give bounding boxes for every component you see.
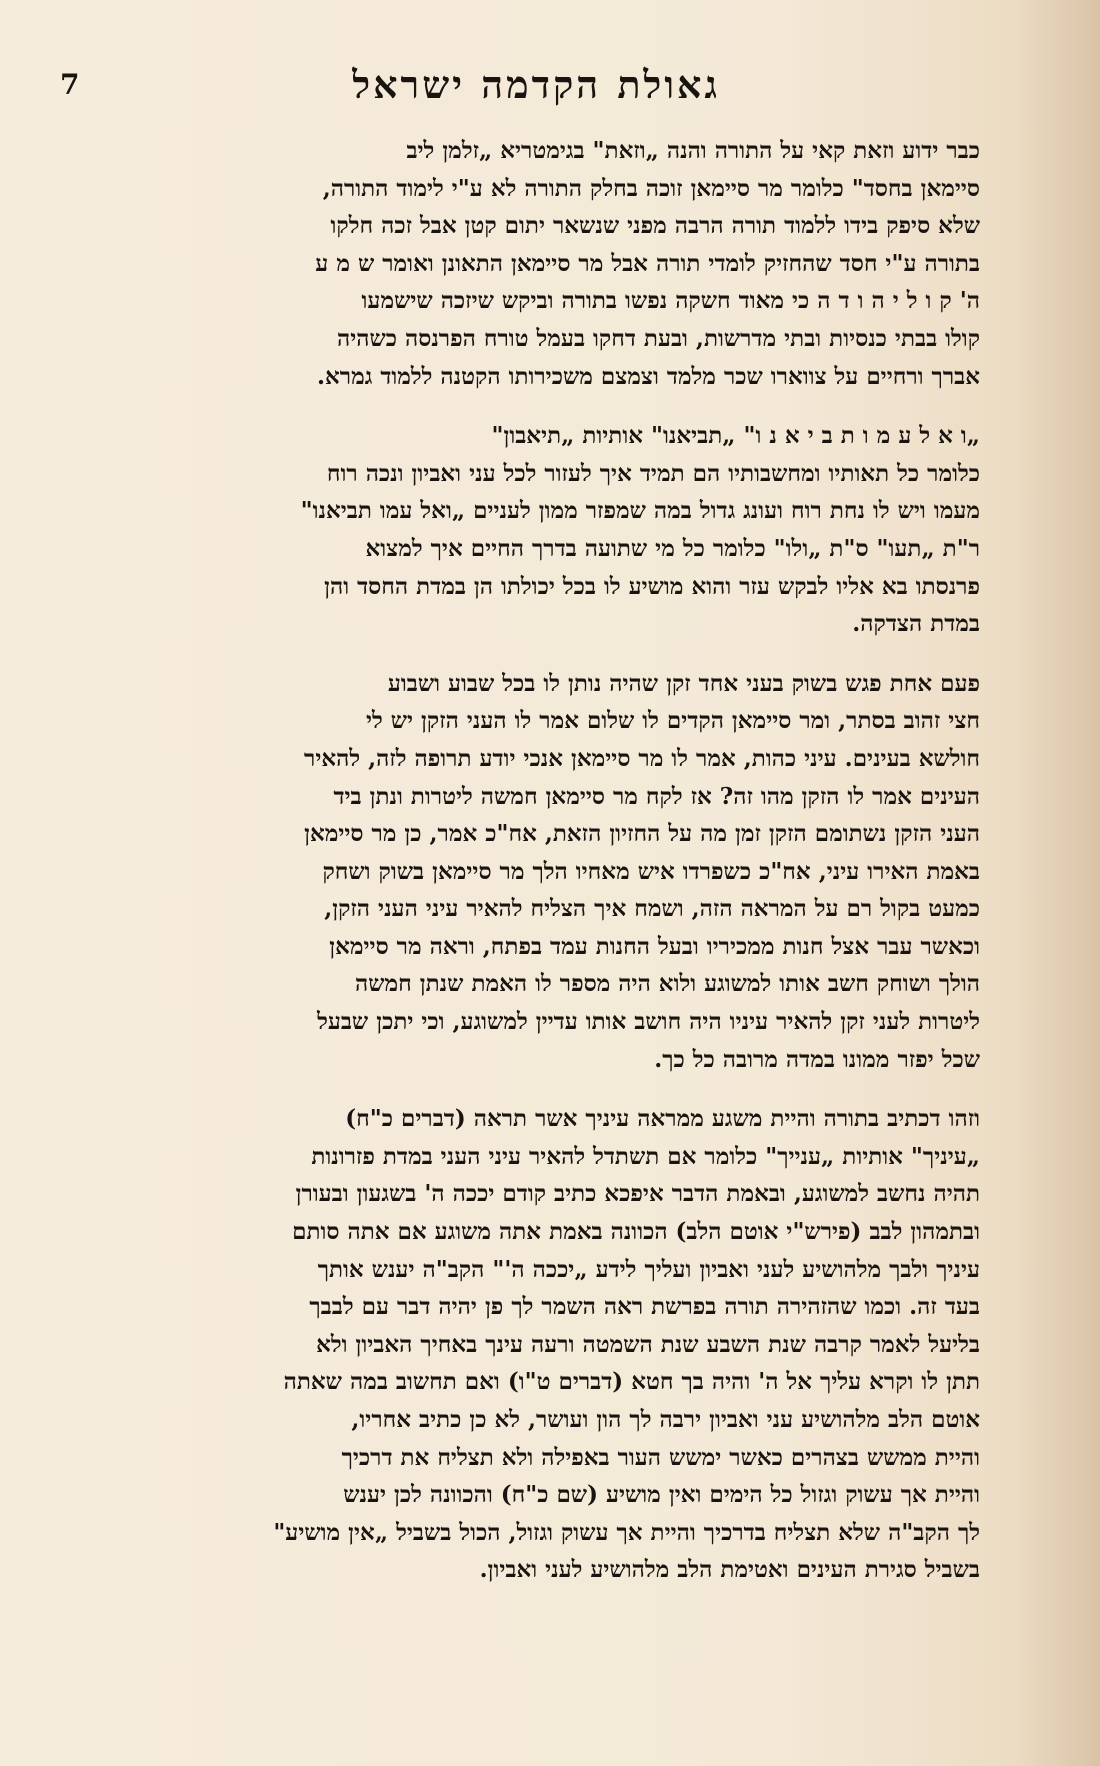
text-line: כמעט בקול רם על המראה הזה, ושמח איך הצליח להאיר עיני העני הזקן, [324, 895, 980, 923]
text-line: אברך ורחיים על צווארו שכר מלמד וצמצם משכירותו הקטנה ללמוד גמרא. [317, 362, 980, 390]
paragraph-1 [55, 132, 980, 395]
text-line: והיית ממשש בצהרים כאשר ימשש העור באפילה ולא תצליח את דרכיך [341, 1443, 980, 1471]
running-title: גאולת הקדמה ישראל [352, 62, 720, 107]
text-line: לך הקב"ה שלא תצליח בדרכיך והיית אך עשוק וגזול, הכול בשביל „אין מושיע" [273, 1518, 980, 1546]
text-line: בתורה ע"י חסד שהחזיק לומדי תורה אבל מר סיימאן התאונן ואומר ש מ ע [315, 249, 980, 277]
text-line: ה' ק ו ל י ה ו ד ה כי מאוד חשקה נפשו בתורה וביקש שיזכה שישמעו [361, 287, 980, 315]
text-line: שכל יפזר ממונו במדה מרובה כל כך. [654, 1045, 980, 1073]
text-line: פעם אחת פגש בשוק בעני אחד זקן שהיה נותן לו בכל שבוע ושבוע [387, 669, 980, 697]
text-line: קולו בבתי כנסיות ובתי מדרשות, ובעת דחקו בעמל טורח הפרנסה כשהיה [336, 324, 980, 352]
text-line: העינים אמר לו הזקן מהו זה? אז לקח מר סיימאן חמשה ליטרות ונתן ביד [333, 782, 980, 810]
body-text [55, 132, 980, 1611]
text-line: מעמו ויש לו נחת רוח ועונג גדול במה שמפזר ממון לעניים „ואל עמו תביאנו" [300, 497, 980, 525]
text-line: בשביל סגירת העינים ואטימת הלב מלהושיע לעני ואביון. [479, 1556, 980, 1584]
paragraph-2 [55, 417, 980, 643]
text-line: באמת האירו עיני, אח"כ כשפרדו איש מאחיו הלך מר סיימאן בשוק ושחק [322, 857, 980, 885]
text-line: „עיניך" אותיות „ענייך" כלומר אם תשתדל להאיר עיני העני במדת פזרונות [311, 1142, 980, 1170]
text-line: בעד זה. וכמו שהזהירה תורה בפרשת ראה השמר לך פן יהיה דבר עם לבבך [309, 1293, 980, 1321]
text-line: כלומר כל תאותיו ומחשבותיו הם תמיד איך לעזור לכל עני ואביון ונכה רוח [326, 459, 980, 487]
text-line: והיית אך עשוק וגזול כל הימים ואין מושיע (שם כ"ח) והכוונה לכן יענש [343, 1481, 980, 1509]
text-line: שלא סיפק בידו ללמוד תורה הרבה מפני שנשאר יתום קטן אבל זכה חלקו [330, 212, 980, 240]
page-header [60, 62, 720, 122]
text-line: סיימאן בחסד" כלומר מר סיימאן זוכה בחלק התורה לא ע"י לימוד התורה, [322, 174, 980, 202]
text-line: הולך ושוחק חשב אותו למשוגע ולוא היה מספר לו האמת שנתן חמשה [355, 970, 980, 998]
text-line: תהיה נחשב למשוגע, ובאמת הדבר איפכא כתיב קודם יככה ה' בשגעון ובעורן [295, 1180, 980, 1208]
text-line: ליטרות לעני זקן להאיר עיניו היה חושב אותו עדיין למשוגע, וכי יתכן שבעל [317, 1008, 980, 1036]
text-line: תתן לו וקרא עליך אל ה' והיה בך חטא (דברים ט"ו) ואם תחשוב במה שאתה [283, 1368, 980, 1396]
paragraph-4 [55, 1100, 980, 1589]
text-line: פרנסתו בא אליו לבקש עזר והוא מושיע לו בכל יכולתו הן במדת החסד והן [324, 572, 980, 600]
text-line: ובתמהון לבב (פירש"י אוטם הלב) הכוונה באמת אתה משוגע אם אתה סותם [292, 1218, 980, 1246]
text-line: וכאשר עבר אצל חנות ממכיריו ובעל החנות עמד בפתח, וראה מר סיימאן [329, 932, 980, 960]
text-line: ר"ת „תעו" ס"ת „ולו" כלומר כל מי שתועה בדרך החיים איך למצוא [365, 534, 980, 562]
text-line: במדת הצדקה. [852, 610, 980, 638]
text-line: עיניך ולבך מלהושיע לעני ואביון ועליך לידע „יככה ה'" הקב"ה יענש אותך [317, 1255, 980, 1283]
text-line: העני הזקן נשתומם הזקן זמן מה על החזיון הזאת, אח"כ אמר, כן מר סיימאן [304, 820, 980, 848]
paragraph-3 [55, 665, 980, 1079]
text-line: וזהו דכתיב בתורה והיית משגע ממראה עיניך אשר תראה (דברים כ"ח) [345, 1105, 980, 1133]
text-line: בליעל לאמר קרבה שנת השבע שנת השמטה ורעה עינך באחיך האביון ולא [316, 1330, 980, 1358]
text-line: כבר ידוע וזאת קאי על התורה והנה „וזאת" בגימטריא „זלמן ליב [406, 137, 980, 164]
text-line: חולשא בעינים. עיני כהות, אמר לו מר סיימאן אנכי יודע תרופה לזה, להאיר [304, 744, 980, 772]
text-line: חצי זהוב בסתר, ומר סיימאן הקדים לו שלום אמר לו העני הזקן יש לי [365, 707, 980, 735]
text-line: אוטם הלב מלהושיע עני ואביון ירבה לך הון ועושר, לא כן כתיב אחריו, [351, 1406, 980, 1433]
text-line: „ו א ל ע מ ו ת ב י א נ ו" „תביאנו" אותיות „תיאבון" [491, 422, 980, 450]
page-number: 7 [60, 68, 80, 101]
